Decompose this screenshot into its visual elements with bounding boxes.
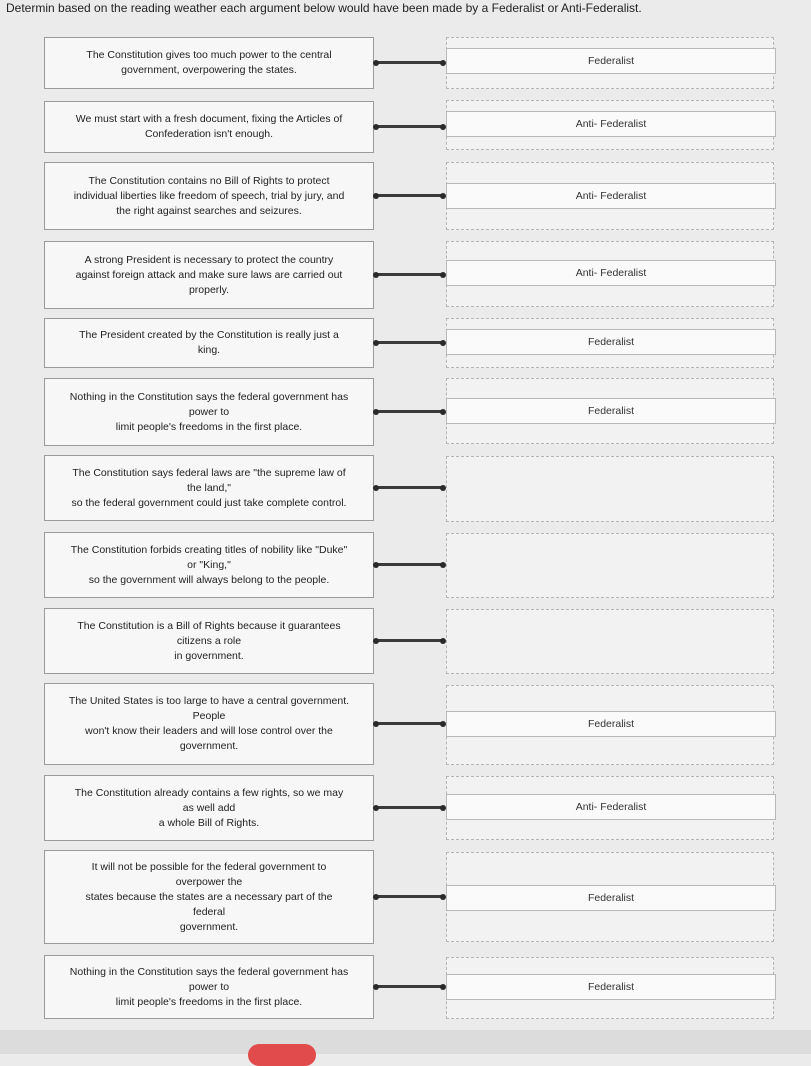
connector-line	[375, 273, 441, 276]
answer-tile[interactable]: Anti- Federalist	[446, 183, 776, 209]
connector-line	[375, 563, 441, 566]
connector-dot-left[interactable]	[373, 721, 379, 727]
argument-text-line: won't know their leaders and will lose control over the	[85, 725, 333, 737]
argument-text-line: limit people's freedoms in the first place.	[115, 995, 303, 1008]
argument-text-line: properly.	[188, 283, 230, 296]
argument-text-line: The Constitution forbids creating titles of nobility like "Duke"	[70, 543, 348, 556]
argument-text-line: in government.	[174, 649, 244, 662]
connector-dot-left[interactable]	[373, 60, 379, 66]
argument-card[interactable]	[44, 608, 374, 674]
answer-tile[interactable]: Anti- Federalist	[446, 260, 776, 286]
argument-text-line: federal	[192, 905, 226, 918]
argument-text-line: The Constitution already contains a few rights, so we may	[74, 786, 344, 799]
connector-dot-left[interactable]	[373, 638, 379, 644]
argument-text-line: government, overpowering the states.	[121, 64, 297, 76]
argument-card[interactable]	[44, 775, 374, 841]
argument-card[interactable]	[44, 455, 374, 521]
connector-line	[375, 806, 441, 809]
argument-card[interactable]	[44, 532, 374, 598]
argument-card[interactable]	[44, 955, 374, 1019]
argument-text-line: government.	[179, 920, 239, 933]
connector-line	[375, 639, 441, 642]
connector-dot-left[interactable]	[373, 894, 379, 900]
answer-drop-zone[interactable]	[446, 456, 774, 522]
argument-text-line: overpower the	[175, 875, 243, 888]
connector-line	[375, 895, 441, 898]
connector-line	[375, 985, 441, 988]
instructions-text: Determin based on the reading weather each argument below would have been made by a Federalist or Anti-Federalist.	[6, 1, 642, 15]
connector-dot-left[interactable]	[373, 485, 379, 491]
argument-text-line: power to	[188, 405, 230, 418]
answer-drop-zone[interactable]	[446, 609, 774, 674]
argument-text-line: The Constitution contains no Bill of Rights to protect	[88, 174, 330, 187]
connector-line	[375, 194, 441, 197]
connector-dot-left[interactable]	[373, 340, 379, 346]
argument-text-line: or "King,"	[187, 558, 231, 571]
connector-line	[375, 125, 441, 128]
argument-text-line: government.	[179, 740, 239, 752]
argument-text-line: People	[192, 710, 226, 722]
argument-text-line: individual liberties like freedom of speech, trial by jury, and	[73, 189, 345, 202]
answer-tile[interactable]: Federalist	[446, 711, 776, 737]
connector-dot-left[interactable]	[373, 409, 379, 415]
answer-tile[interactable]: Federalist	[446, 974, 776, 1000]
argument-text-line: A strong President is necessary to protect the country	[84, 253, 334, 266]
answer-tile[interactable]: Federalist	[446, 398, 776, 424]
answer-tile[interactable]: Federalist	[446, 885, 776, 911]
answer-tile[interactable]: Federalist	[446, 329, 776, 355]
argument-card[interactable]	[44, 162, 374, 230]
argument-text-line: so the government will always belong to the people.	[88, 573, 330, 586]
argument-card[interactable]	[44, 683, 374, 765]
argument-text-line: the land,"	[186, 481, 231, 494]
connector-line	[375, 61, 441, 64]
argument-text-line: The Constitution gives too much power to the central	[86, 49, 332, 61]
red-badge[interactable]	[248, 1044, 316, 1066]
argument-text-line: Confederation isn't enough.	[144, 128, 274, 140]
connector-dot-left[interactable]	[373, 562, 379, 568]
connector-dot-left[interactable]	[373, 124, 379, 130]
argument-text-line: We must start with a fresh document, fixing the Articles of	[75, 113, 343, 125]
argument-card[interactable]	[44, 378, 374, 446]
answer-tile[interactable]: Anti- Federalist	[446, 111, 776, 137]
argument-card[interactable]	[44, 37, 374, 89]
answer-tile[interactable]: Anti- Federalist	[446, 794, 776, 820]
connector-dot-left[interactable]	[373, 984, 379, 990]
argument-text-line: Nothing in the Constitution says the federal government has	[69, 965, 349, 978]
connector-line	[375, 410, 441, 413]
connector-line	[375, 722, 441, 725]
argument-text-line: as well add	[182, 801, 236, 814]
argument-text-line: The Constitution is a Bill of Rights because it guarantees	[77, 619, 341, 632]
connector-dot-left[interactable]	[373, 805, 379, 811]
argument-text-line: limit people's freedoms in the first place.	[115, 420, 303, 433]
argument-text-line: power to	[188, 980, 230, 993]
answer-drop-zone[interactable]	[446, 533, 774, 598]
connector-dot-left[interactable]	[373, 272, 379, 278]
answer-tile[interactable]: Federalist	[446, 48, 776, 74]
bottom-toolbar	[0, 1030, 811, 1054]
argument-text-line: It will not be possible for the federal government to	[91, 860, 327, 873]
argument-card[interactable]	[44, 318, 374, 368]
argument-card[interactable]	[44, 850, 374, 944]
argument-text-line: Nothing in the Constitution says the federal government has	[69, 390, 349, 403]
argument-text-line: The United States is too large to have a central government.	[68, 695, 350, 707]
argument-card[interactable]	[44, 101, 374, 153]
argument-text-line: The Constitution says federal laws are "the supreme law of	[72, 466, 346, 479]
connector-line	[375, 486, 441, 489]
argument-text-line: against foreign attack and make sure laws are carried out	[75, 268, 343, 281]
connector-line	[375, 341, 441, 344]
connector-dot-left[interactable]	[373, 193, 379, 199]
argument-text-line: so the federal government could just take complete control.	[71, 496, 347, 509]
argument-text-line: a whole Bill of Rights.	[158, 816, 260, 829]
argument-text-line: citizens a role	[176, 634, 242, 647]
argument-card[interactable]	[44, 241, 374, 309]
argument-text-line: The President created by the Constitution is really just a	[79, 329, 339, 341]
argument-text-line: states because the states are a necessary part of the	[85, 890, 333, 903]
argument-text-line: the right against searches and seizures.	[116, 204, 302, 217]
argument-text-line: king.	[197, 344, 221, 356]
